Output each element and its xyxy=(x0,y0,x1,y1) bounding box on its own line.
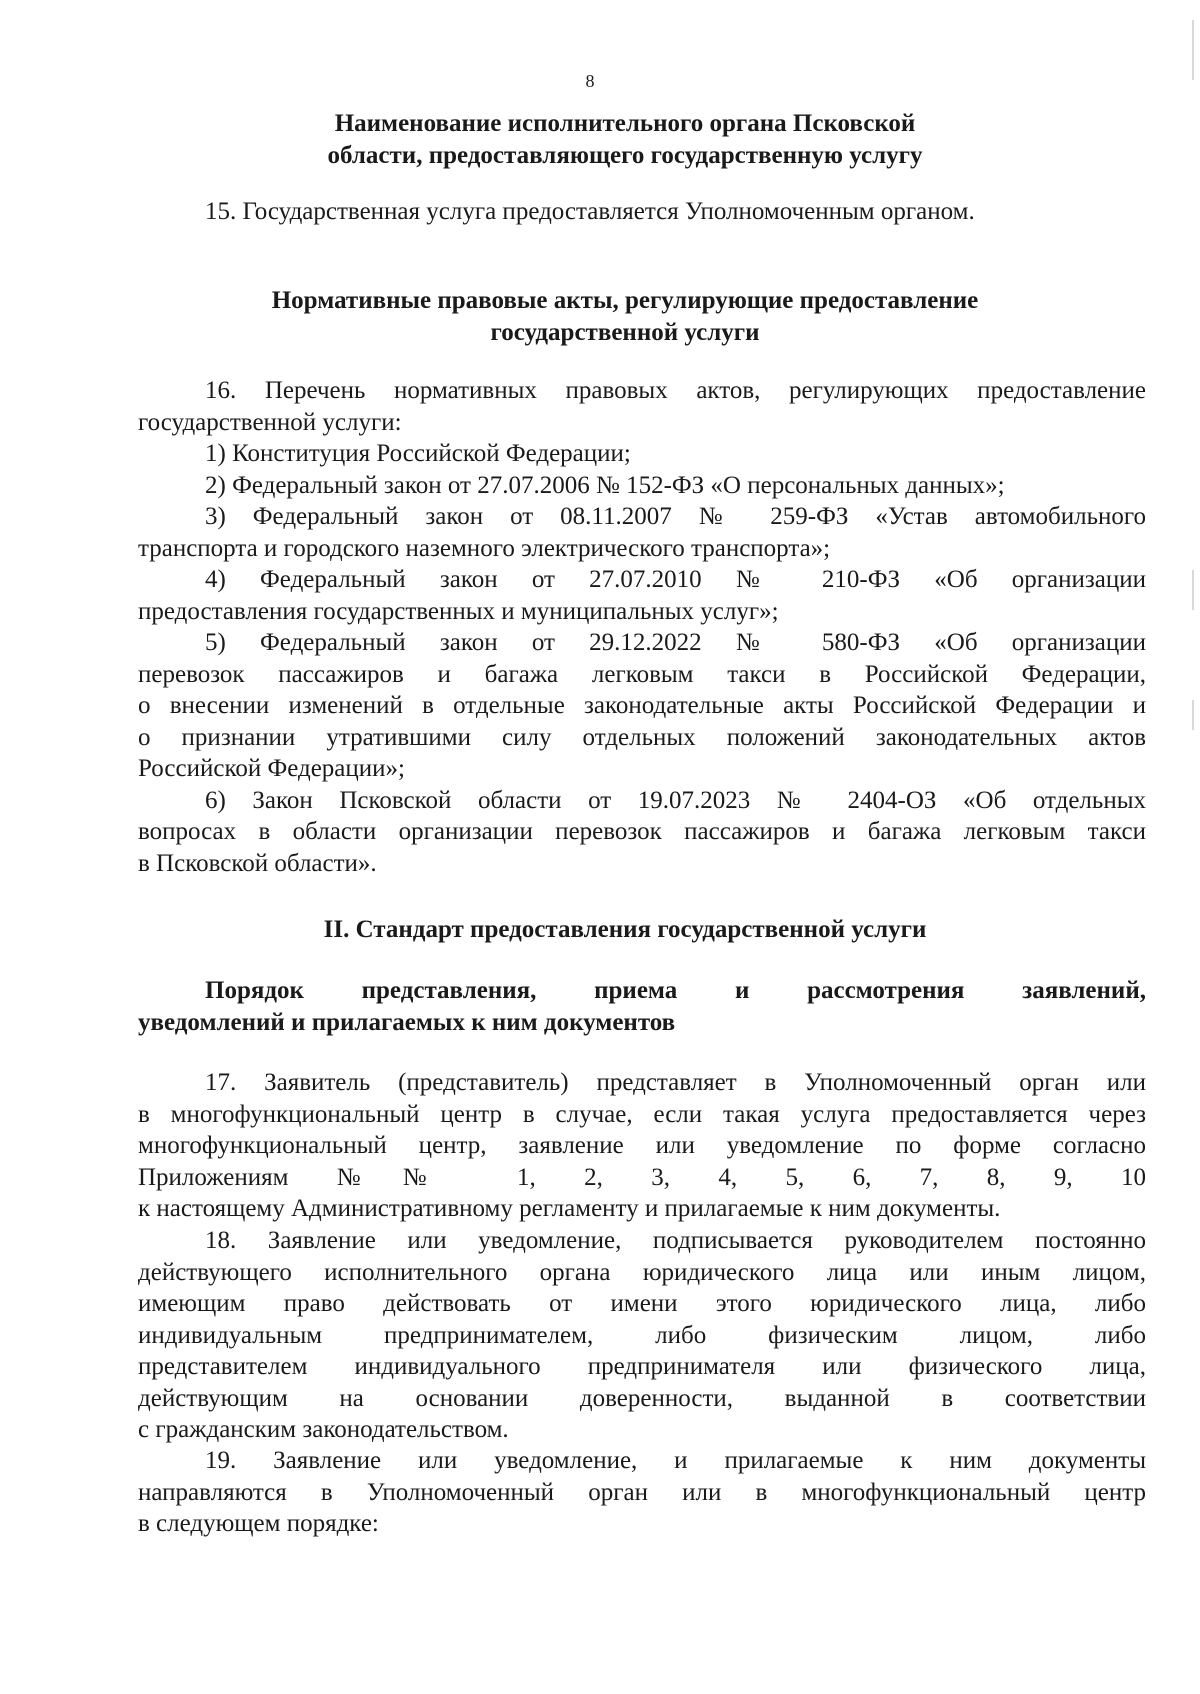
text-line: действующего исполнительного органа юридического лица или иным лицом, xyxy=(138,1258,1146,1286)
list-item: 6) Закон Псковской области от 19.07.2023 № 2404-ОЗ «Об отдельных xyxy=(205,786,1146,814)
text-line: предоставления государственных и муниципальных услуг»; xyxy=(138,597,779,625)
list-item: 5) Федеральный закон от 29.12.2022 № 580-ФЗ «Об организации xyxy=(205,629,1146,656)
text-line: о внесении изменений в отдельные законодательные акты Российской Федерации и xyxy=(138,692,1146,719)
text-line: направляются в Уполномоченный орган или в многофункциональный центр xyxy=(138,1478,1146,1506)
heading-submission-order xyxy=(138,975,1146,1038)
text-line: Российской Федерации»; xyxy=(138,755,405,782)
paragraph-19 xyxy=(138,1445,1146,1540)
heading-line: II. Стандарт предоставления государственной услуги xyxy=(323,916,927,943)
paragraph-15 xyxy=(138,196,1146,228)
text-line: Приложениям №№ 1, 2, 3, 4, 5, 6, 7, 8, 9, 10 xyxy=(138,1163,1146,1191)
text-line: 15. Государственная услуга предоставляется Уполномоченным органом. xyxy=(205,198,975,225)
text-line: многофункциональный центр, заявление или уведомление по форме согласно xyxy=(138,1132,1146,1159)
text-line: к настоящему Административному регламенту и прилагаемые к ним документы. xyxy=(138,1195,1001,1222)
text-line: 19. Заявление или уведомление, и прилагаемые к ним документы xyxy=(205,1447,1146,1474)
paragraph-16 xyxy=(138,375,1146,879)
text-line: государственной услуги: xyxy=(138,408,402,436)
heading-line: Наименование исполнительного органа Псковской xyxy=(334,110,916,137)
text-line: индивидуальным предпринимателем, либо физическим лицом, либо xyxy=(138,1321,1146,1349)
text-line: о признании утратившими силу отдельных положений законодательных актов xyxy=(138,723,1146,751)
text-line: 17. Заявитель (представитель) представляет в Уполномоченный орган или xyxy=(205,1069,1146,1096)
list-item: 1) Конституция Российской Федерации; xyxy=(205,440,631,467)
scan-edge-mark xyxy=(1192,570,1194,610)
text-line: в следующем порядке: xyxy=(138,1510,379,1537)
text-line: представителем индивидуального предпринимателя или физического лица, xyxy=(138,1353,1146,1380)
text-line: транспорта и городского наземного электрического транспорта»; xyxy=(138,534,831,562)
heading-line: области, предоставляющего государственную услугу xyxy=(327,141,923,169)
text-line: в Псковской области». xyxy=(138,849,377,877)
paragraph-17 xyxy=(138,1067,1146,1225)
text-line: имеющим право действовать от имени этого юридического лица, либо xyxy=(138,1290,1146,1317)
heading-line: Нормативные правовые акты, регулирующие предоставление xyxy=(271,287,979,314)
text-line: вопросах в области организации перевозок пассажиров и багажа легковым такси xyxy=(138,818,1146,845)
text-line: с гражданским законодательством. xyxy=(138,1416,509,1443)
heading-executive-organ xyxy=(0,108,1200,171)
scan-edge-mark xyxy=(1192,20,1194,80)
section-2-title xyxy=(0,914,1200,946)
heading-normative-acts xyxy=(0,285,1200,348)
list-item: 3) Федеральный закон от 08.11.2007 № 259-ФЗ «Устав автомобильного xyxy=(205,503,1146,530)
heading-line: государственной услуги xyxy=(490,318,760,346)
page-number: 8 xyxy=(585,71,595,91)
heading-line: уведомлений и прилагаемых к ним документов xyxy=(138,1008,676,1036)
text-line: в многофункциональный центр в случае, если такая услуга предоставляется через xyxy=(138,1100,1146,1128)
scan-edge-mark xyxy=(1192,700,1194,730)
list-item: 4) Федеральный закон от 27.07.2010 № 210-ФЗ «Об организации xyxy=(205,566,1146,593)
paragraph-18 xyxy=(138,1225,1146,1446)
text-line: перевозок пассажиров и багажа легковым такси в Российской Федерации, xyxy=(138,660,1146,688)
heading-line: Порядок представления, приема и рассмотрения заявлений, xyxy=(205,977,1146,1004)
text-line: 18. Заявление или уведомление, подписывается руководителем постоянно xyxy=(205,1227,1146,1254)
text-line: 16. Перечень нормативных правовых актов, регулирующих предоставление xyxy=(205,377,1146,404)
list-item: 2) Федеральный закон от 27.07.2006 № 152-ФЗ «О персональных данных»; xyxy=(205,471,1005,499)
text-line: действующим на основании доверенности, выданной в соответствии xyxy=(138,1384,1146,1412)
